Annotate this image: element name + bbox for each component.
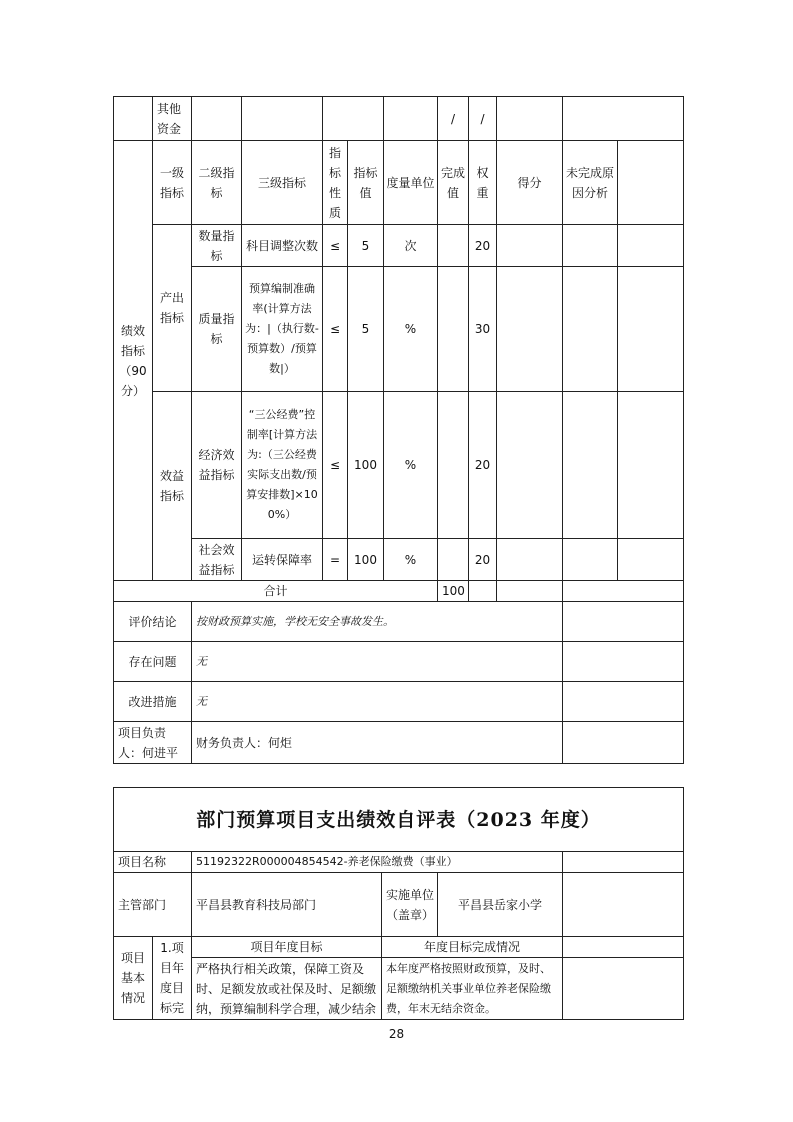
- header-level2: 二级指标: [192, 141, 242, 225]
- value: 100: [348, 392, 384, 539]
- value: 100: [348, 539, 384, 581]
- unit: %: [384, 267, 438, 392]
- unit: %: [384, 392, 438, 539]
- header-weight: 权重: [469, 141, 497, 225]
- table-row: [114, 267, 684, 392]
- nature: ≤: [323, 267, 348, 392]
- other-funds-weight: /: [469, 97, 497, 141]
- improvements-row: [114, 682, 684, 722]
- level2: 质量指标: [192, 267, 242, 392]
- other-funds-row: [114, 97, 684, 141]
- weight: 20: [469, 539, 497, 581]
- level3: 运转保障率: [242, 539, 323, 581]
- header-level1: 一级指标: [153, 141, 192, 225]
- weight: 20: [469, 392, 497, 539]
- problems-value: 无: [192, 642, 563, 682]
- annual-goal-header: 项目年度目标: [192, 937, 382, 958]
- goal-completion: 本年度严格按照财政预算，及时、足额缴纳机关事业单位养老保险缴费，年末无结余资金。: [382, 958, 563, 1020]
- score: [497, 225, 563, 267]
- page-number: 28: [388, 1027, 405, 1041]
- header-score: 得分: [497, 141, 563, 225]
- form-title: 部门预算项目支出绩效自评表（2023 年度）: [114, 788, 684, 852]
- goal-header-row: [114, 937, 684, 958]
- goal-label: 1.项目年度目标完: [153, 937, 192, 1020]
- table-row: [114, 225, 684, 267]
- problems-row: [114, 642, 684, 682]
- goal-content-row: [114, 958, 684, 1020]
- header-nature: 指标性质: [323, 141, 348, 225]
- performance-indicator-table: [113, 96, 684, 764]
- dept-value: 平昌县教育科技局部门: [192, 873, 382, 937]
- total-row: [114, 581, 684, 602]
- weight: 30: [469, 267, 497, 392]
- indicator-header-row: [114, 141, 684, 225]
- completed: [438, 267, 469, 392]
- responsible-row: [114, 722, 684, 764]
- table-row: [114, 392, 684, 539]
- unit: 次: [384, 225, 438, 267]
- level1-output: 产出指标: [153, 225, 192, 392]
- value: 5: [348, 225, 384, 267]
- title-row: [114, 788, 684, 852]
- header-value: 指标值: [348, 141, 384, 225]
- score: [497, 267, 563, 392]
- basic-info-label: 项目基本情况: [114, 937, 153, 1020]
- dept-label: 主管部门: [114, 873, 192, 937]
- project-name-label: 项目名称: [114, 852, 192, 873]
- self-evaluation-table: [113, 787, 684, 1020]
- header-unit: 度量单位: [384, 141, 438, 225]
- completed: [438, 392, 469, 539]
- annual-goal: 严格执行相关政策，保障工资及时、足额发放或社保及时、足额缴纳，预算编制科学合理，减少结余: [192, 958, 382, 1020]
- header-completed: 完成值: [438, 141, 469, 225]
- reason: [563, 392, 618, 539]
- impl-value: 平昌县岳家小学: [438, 873, 563, 937]
- nature: =: [323, 539, 348, 581]
- completion-header: 年度目标完成情况: [382, 937, 563, 958]
- table-row: [114, 539, 684, 581]
- level3: 预算编制准确率(计算方法为：|（执行数-预算数）/预算数|）: [242, 267, 323, 392]
- total-weight: 100: [438, 581, 469, 602]
- department-row: [114, 873, 684, 937]
- total-label: 合计: [114, 581, 438, 602]
- impl-label: 实施单位（盖章）: [382, 873, 438, 937]
- finance-responsible: 财务负责人：何炬: [192, 722, 563, 764]
- reason: [563, 267, 618, 392]
- nature: ≤: [323, 225, 348, 267]
- completed: [438, 539, 469, 581]
- improvements-value: 无: [192, 682, 563, 722]
- project-name-row: [114, 852, 684, 873]
- score: [497, 539, 563, 581]
- level2: 经济效益指标: [192, 392, 242, 539]
- level3: 科目调整次数: [242, 225, 323, 267]
- level3: “三公经费”控制率[计算方法为:（三公经费实际支出数/预算安排数]×100%）: [242, 392, 323, 539]
- level2: 数量指标: [192, 225, 242, 267]
- reason: [563, 539, 618, 581]
- empty-cell: [114, 97, 153, 141]
- project-responsible: 项目负责人：何进平: [114, 722, 192, 764]
- conclusion-label: 评价结论: [114, 602, 192, 642]
- conclusion-value: 按财政预算实施，学校无安全事故发生。: [192, 602, 563, 642]
- problems-label: 存在问题: [114, 642, 192, 682]
- unit: %: [384, 539, 438, 581]
- header-level3: 三级指标: [242, 141, 323, 225]
- other-funds-label: 其他资金: [153, 97, 192, 141]
- value: 5: [348, 267, 384, 392]
- weight: 20: [469, 225, 497, 267]
- completed: [438, 225, 469, 267]
- level1-benefit: 效益指标: [153, 392, 192, 581]
- score: [497, 392, 563, 539]
- other-funds-completion: /: [438, 97, 469, 141]
- project-name-value: 51192322R000004854542-养老保险缴费（事业）: [192, 852, 563, 873]
- reason: [563, 225, 618, 267]
- performance-indicators-label: 绩效指标（90分）: [114, 141, 153, 581]
- level2: 社会效益指标: [192, 539, 242, 581]
- header-reason: 未完成原因分析: [563, 141, 618, 225]
- conclusion-row: [114, 602, 684, 642]
- nature: ≤: [323, 392, 348, 539]
- improvements-label: 改进措施: [114, 682, 192, 722]
